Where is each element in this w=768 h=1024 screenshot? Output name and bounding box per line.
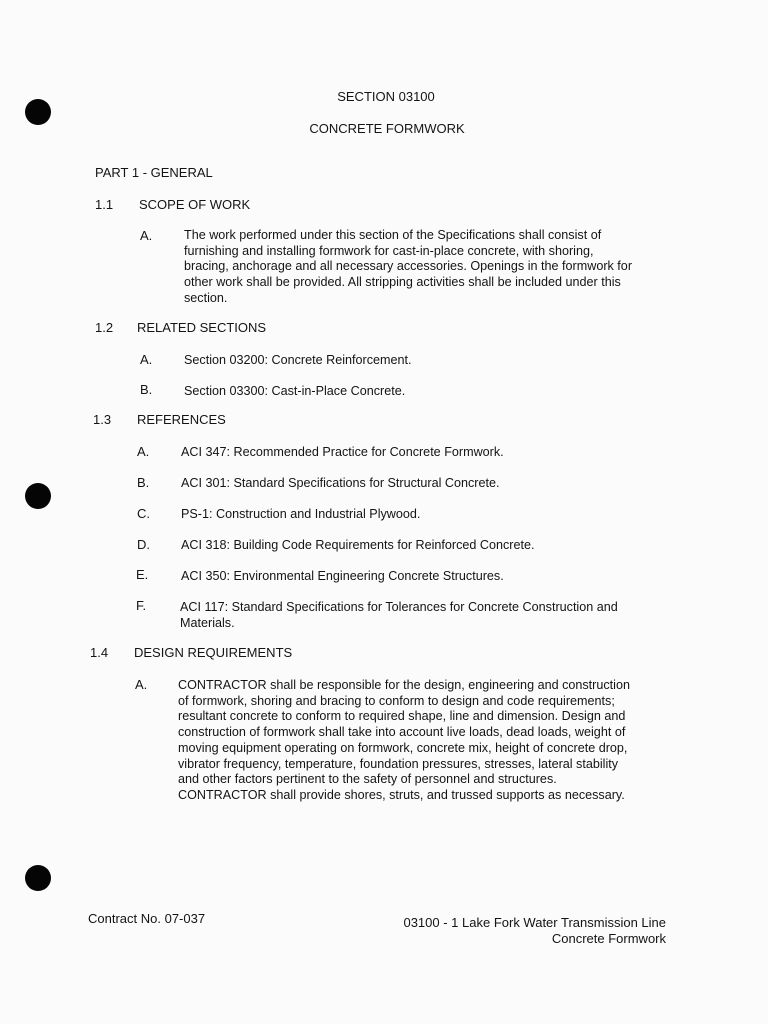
paragraph-text: ACI 117: Standard Specifications for Tolerances for Concrete Construction and Materials. [180,600,618,630]
paragraph-text: ACI 347: Recommended Practice for Concrete Formwork. [181,445,504,459]
article-heading: DESIGN REQUIREMENTS [134,645,293,660]
contract-number: Contract No. 07-037 [88,911,206,926]
paragraph-text: Section 03200: Concrete Reinforcement. [184,353,412,367]
paragraph-letter: B. [137,475,150,490]
paragraph-letter: E. [136,567,149,582]
paragraph-letter: A. [140,228,153,243]
article-heading: REFERENCES [137,412,226,427]
paragraph-letter: F. [136,598,147,613]
article-number: 1.1 [95,197,114,212]
paragraph-text: ACI 318: Building Code Requirements for Reinforced Concrete. [181,538,535,552]
paragraph-letter: A. [135,677,148,692]
paragraph-text: ACI 350: Environmental Engineering Concrete Structures. [181,569,504,583]
article-number: 1.3 [93,412,112,427]
footer-page-project: 03100 - 1 Lake Fork Water Transmission Line [403,915,666,930]
punch-hole-bottom [25,865,51,891]
article-heading: RELATED SECTIONS [137,320,267,335]
paragraph-letter: C. [137,506,150,521]
paragraph-letter: A. [140,352,153,367]
paragraph-text: The work performed under this section of the Specifications shall consist of furnishing and installing formwork for cast-in-place concrete, with shoring, bracing, anchorage and all necessary accessories. Openings in the formwork for other work shall be provided. All stripping activities shall be included under this section. [184,228,633,305]
paragraph-text: ACI 301: Standard Specifications for Structural Concrete. [181,476,500,490]
footer-section-title: Concrete Formwork [551,931,666,946]
paragraph-text: PS-1: Construction and Industrial Plywood. [181,507,421,521]
page-footer [403,915,666,947]
paragraph-text: CONTRACTOR shall be responsible for the design, engineering and construction of formwork, shoring and bracing to conform to design and code requirements; resultant concrete to conform to required shape, line and dimension. Design and construction of formwork shall take into account live loads, dead loads, weight of moving equipment operating on formwork, concrete mix, height of concrete drop, vibrator frequency, temperature, foundation pressures, stresses, lateral stability and other factors pertinent to the safety of personnel and structures. CONTRACTOR shall provide shores, struts, and trussed supports as necessary. [178,678,630,802]
punch-hole-middle [25,483,51,509]
section-number: SECTION 03100 [337,89,435,104]
section-title: CONCRETE FORMWORK [309,121,465,136]
part-heading: PART 1 - GENERAL [95,165,213,180]
article-number: 1.4 [90,645,109,660]
paragraph-letter: B. [140,382,153,397]
paragraph-letter: A. [137,444,150,459]
paragraph-letter: D. [137,537,150,552]
paragraph-text: Section 03300: Cast-in-Place Concrete. [184,384,406,398]
article-heading: SCOPE OF WORK [139,197,251,212]
article-number: 1.2 [95,320,114,335]
